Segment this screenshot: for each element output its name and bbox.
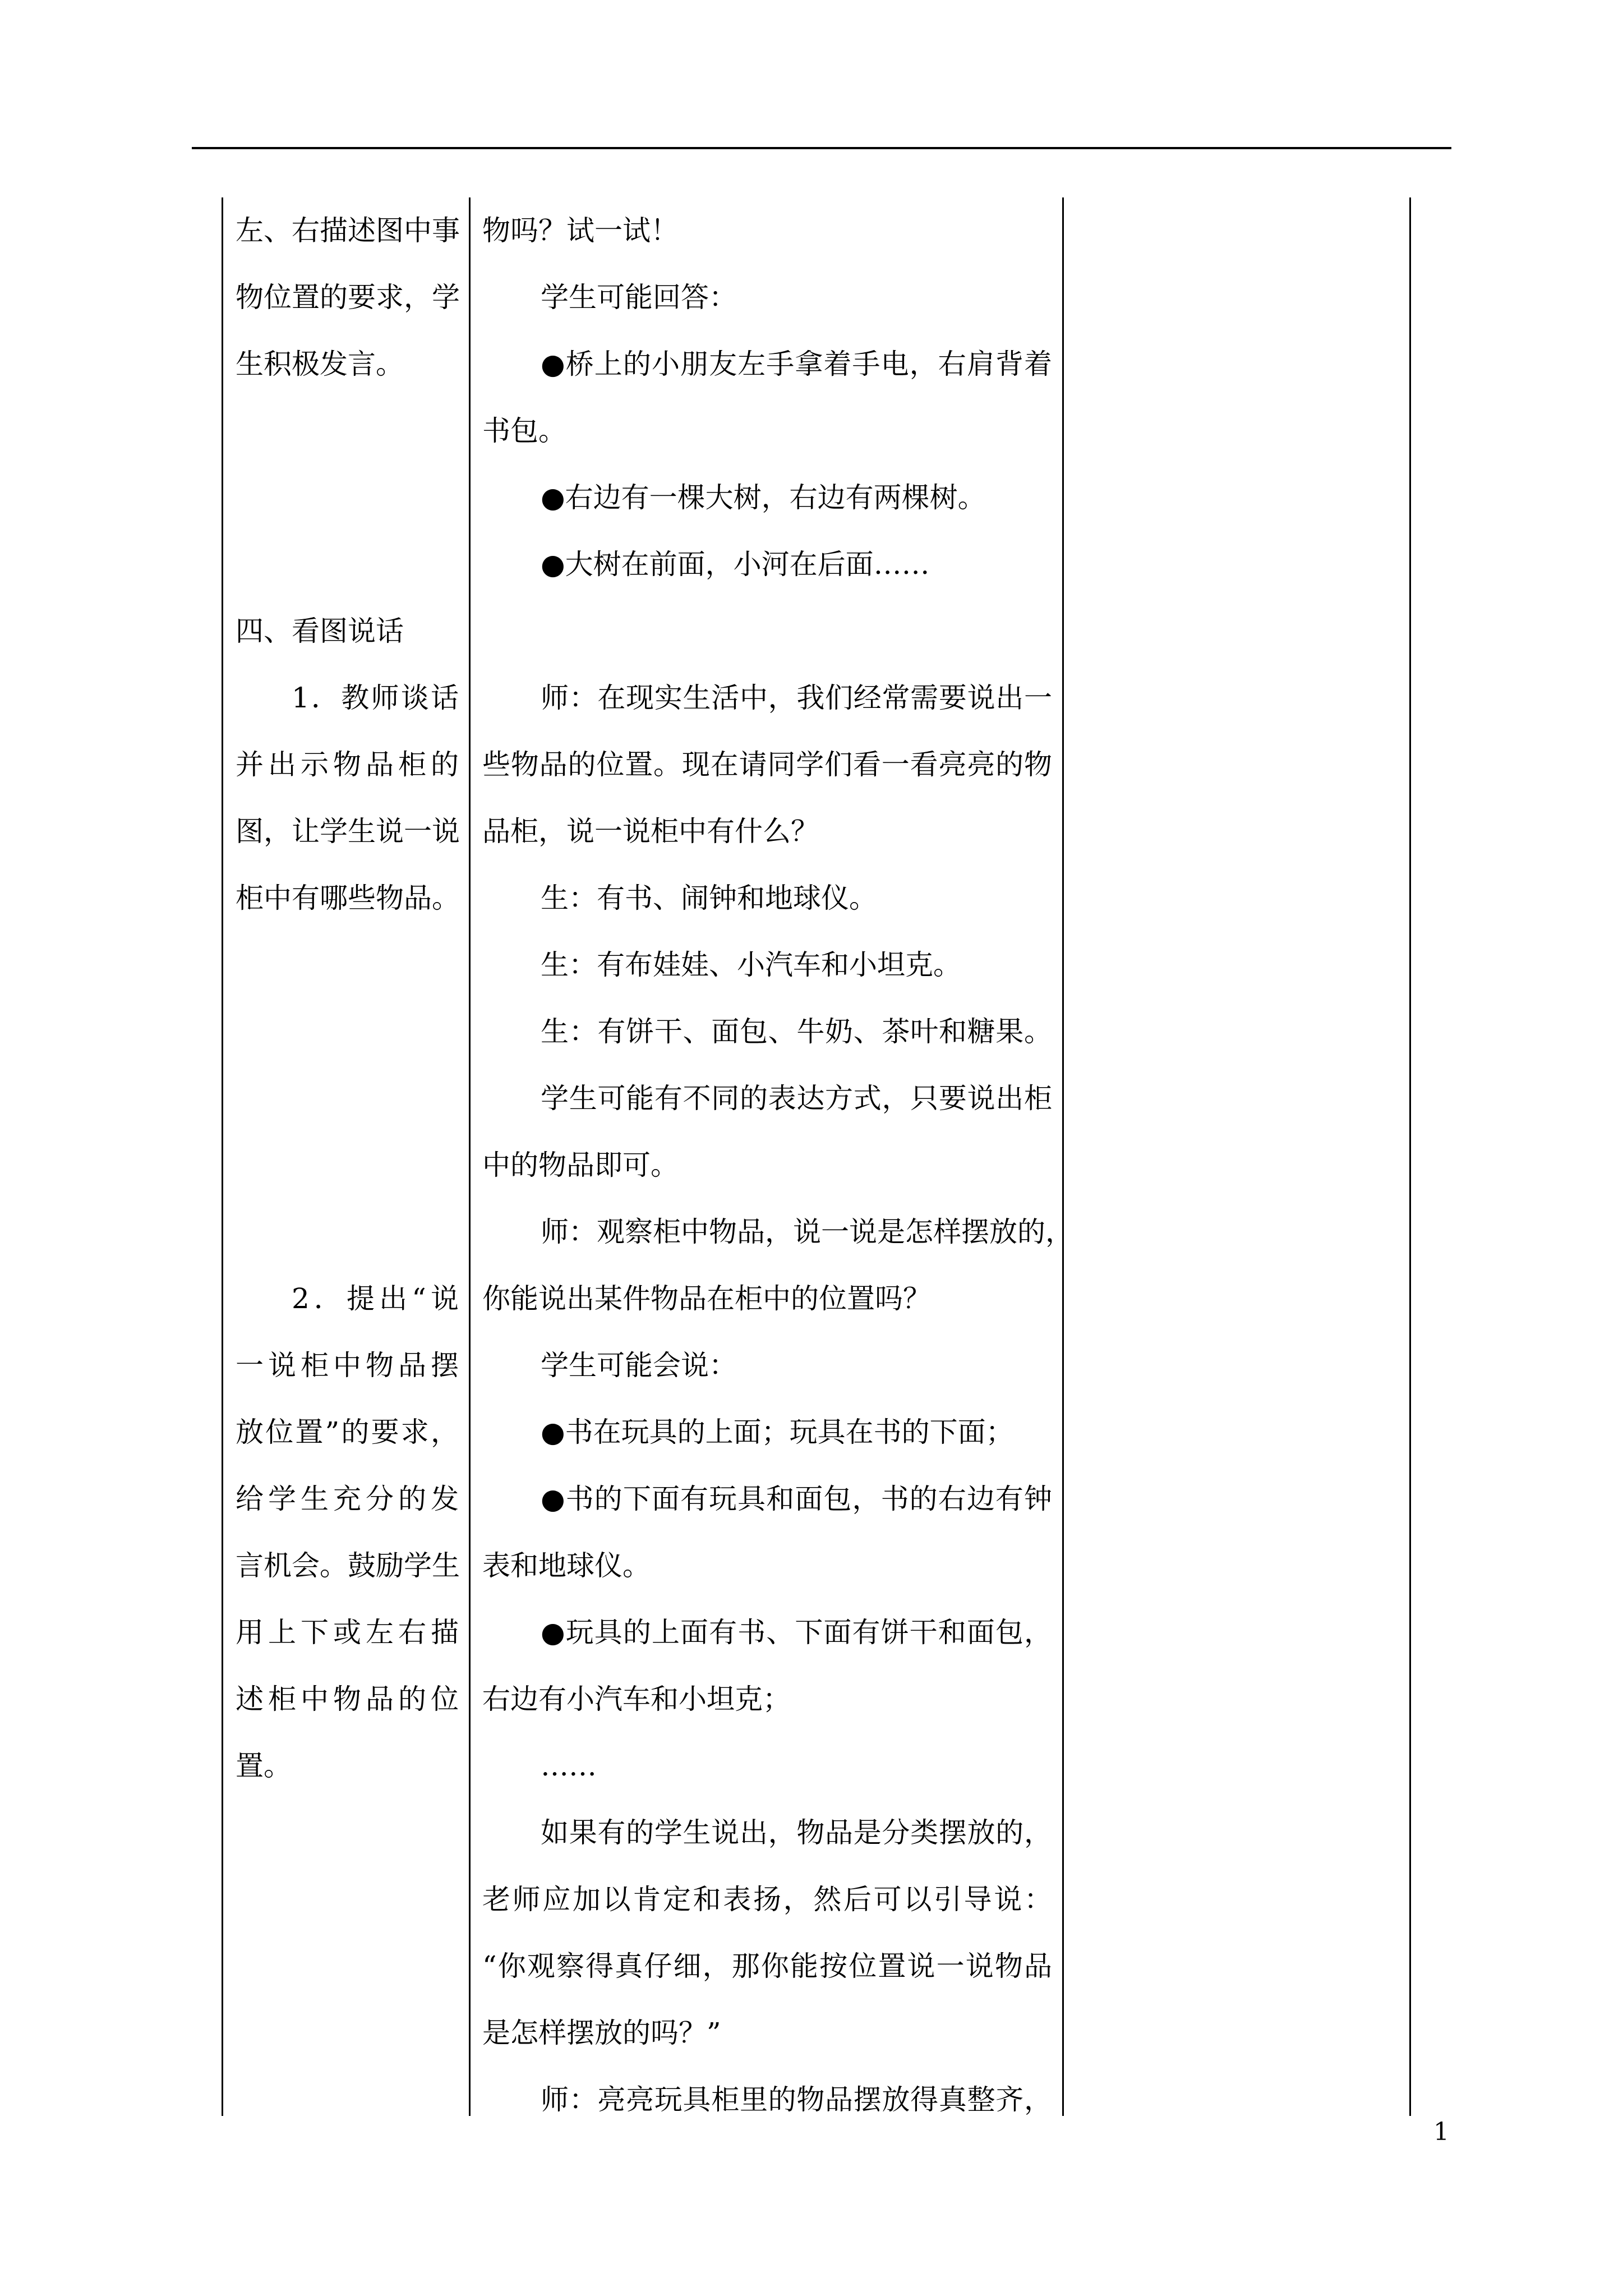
bullet-line: ●书在玩具的上面；玩具在书的下面； [541,1416,1014,1448]
mid-line: 右边有小汽车和小坦克； [482,1683,791,1715]
mid-line: 中的物品即可。 [482,1149,679,1181]
mid-line: 表和地球仪。 [482,1549,651,1582]
bullet-line: ●书的下面有玩具和面包，书的右边有钟 [541,1483,1052,1515]
mid-line: 品柜，说一说柜中有什么？ [482,815,819,848]
left-line: 并出示物品柜的 [236,748,459,781]
ellipsis-line: …… [541,1750,597,1782]
bullet-line: ●右边有一棵大树，右边有两棵树。 [541,481,986,514]
mid-line: 生：有布娃娃、小汽车和小坦克。 [541,949,961,981]
mid-line: 如果有的学生说出，物品是分类摆放的， [541,1816,1052,1849]
left-line: 2．提出“说 [292,1282,459,1315]
mid-line: 学生可能有不同的表达方式，只要说出柜 [541,1082,1052,1115]
left-line: 1．教师谈话 [292,682,459,714]
mid-line: 师：观察柜中物品，说一说是怎样摆放的， [541,1216,1073,1248]
left-line: 言机会。鼓励学生 [236,1549,460,1582]
left-line: 柜中有哪些物品。 [236,882,460,914]
left-line: 用上下或左右描 [236,1616,459,1649]
mid-line: 老师应加以肯定和表扬，然后可以引导说： [482,1883,1052,1916]
mid-line: 师：亮亮玩具柜里的物品摆放得真整齐， [541,2083,1052,2116]
left-line: 物位置的要求，学 [236,281,460,314]
section-heading: 四、看图说话 [236,615,404,647]
mid-line: 师：在现实生活中，我们经常需要说出一 [541,682,1052,714]
mid-line: 是怎样摆放的吗？” [482,2017,721,2049]
mid-line: 些物品的位置。现在请同学们看一看亮亮的物 [482,748,1052,781]
table-border-right [1409,197,1411,2116]
mid-line: 书包。 [482,415,566,447]
table-divider-2 [1062,197,1064,2116]
mid-line: 生：有饼干、面包、牛奶、茶叶和糖果。 [541,1015,1052,1048]
mid-line: 物吗？试一试！ [482,214,679,247]
bullet-line: ●桥上的小朋友左手拿着手电，右肩背着 [541,348,1052,380]
left-line: 给学生充分的发 [236,1483,459,1515]
bullet-line: ●玩具的上面有书、下面有饼干和面包， [541,1616,1052,1649]
left-line: 图，让学生说一说 [236,815,460,848]
left-column [236,197,459,1800]
middle-column [482,197,1073,2133]
mid-line: 学生可能回答： [541,281,737,314]
mid-line: “你观察得真仔细，那你能按位置说一说物品 [482,1950,1052,1982]
left-line: 生积极发言。 [236,348,404,380]
left-line: 一说柜中物品摆 [236,1349,459,1382]
mid-line: 你能说出某件物品在柜中的位置吗？ [482,1282,931,1315]
table-divider-1 [469,197,471,2116]
header-rule [192,147,1451,149]
left-line: 述柜中物品的位 [236,1683,459,1715]
page-number: 1 [1433,2118,1449,2146]
mid-line: 学生可能会说： [541,1349,737,1382]
mid-line: 生：有书、闹钟和地球仪。 [541,882,877,914]
left-line: 置。 [236,1750,292,1782]
table-border-left [222,197,223,2116]
left-line: 放位置”的要求， [236,1416,459,1448]
left-line: 左、右描述图中事 [236,214,460,247]
bullet-line: ●大树在前面，小河在后面…… [541,548,930,581]
